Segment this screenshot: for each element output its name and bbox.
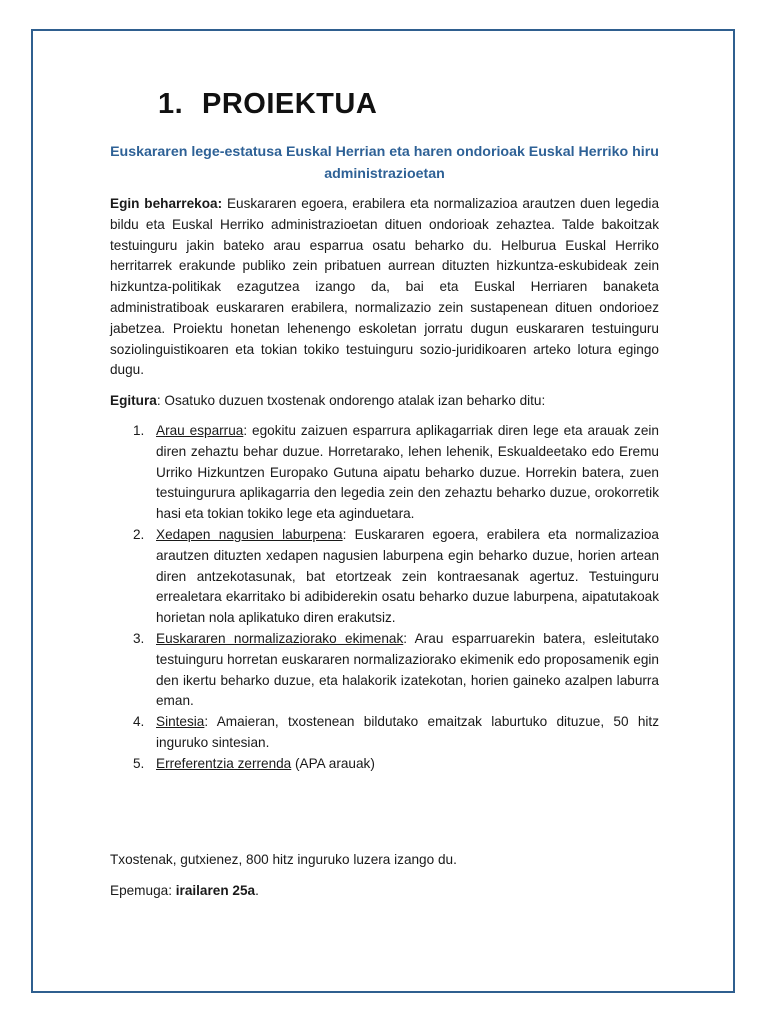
list-item bbox=[110, 525, 659, 629]
structure-label: Egitura bbox=[110, 393, 157, 408]
deadline-value: irailaren 25a bbox=[175, 883, 256, 898]
deadline-paragraph bbox=[110, 881, 659, 902]
structure-text: : Osatuko duzuen txostenak ondorengo atalak izan beharko ditu: bbox=[156, 393, 546, 408]
item-number: 3. bbox=[133, 630, 145, 646]
task-label: Egin beharrekoa: bbox=[110, 196, 223, 211]
title-text: PROIEKTUA bbox=[202, 88, 378, 120]
item-term: Xedapen nagusien laburpena bbox=[156, 526, 343, 542]
item-term: Arau esparrua bbox=[156, 423, 244, 438]
item-term: Euskararen normalizaziorako ekimenak bbox=[156, 630, 404, 646]
task-text: Euskararen egoera, erabilera eta normalizazioa arautzen duen legedia bildu eta Euskal Herriko administrazioetan dituen ondorioak zehaztea. Talde bakoitzak testuinguru jakin bateko arau esparrua osatu beharko du. Helburua Euskal Herriko herritarrek erakunde publiko zein pribatuen aurrean dituzten hizkuntza-eskubideak zein hizkuntza-politikak ezagutzea izango da, bai eta Euskal Herriaren banaketa administratiboak euskararen erabilera, normalizazio zein sustapenean dituen ondorioez jabetzea. Proiektu honetan lehenengo eskoletan jorratu dugun euskararen testuinguru soziolinguistikoaren eta tokian tokiko testuinguru sozio-juridikoaren arteko lotura egingo dugu. bbox=[110, 196, 660, 378]
deadline-label: Epemuga: bbox=[110, 883, 172, 898]
sections-list bbox=[110, 421, 659, 775]
item-text: : Euskararen egoera, erabilera eta normalizazioa arautzen dituzten xedapen nagusien laburpena egin beharko duzue, horien artean diren antzekotasunak, bat etortzeak zein kontraesanak agertuz. Testuinguru errealetara ekarritako bi adibiderekin osatu beharko duzue laburpena, aipatutakoak horietan nola aplikatuko diren erakutsiz. bbox=[156, 526, 659, 626]
list-item bbox=[110, 629, 659, 712]
title-number: 1. bbox=[158, 88, 184, 120]
length-note: Txostenak, gutxienez, 800 hitz inguruko luzera izango du. bbox=[110, 852, 457, 867]
list-item bbox=[110, 712, 659, 754]
deadline-suffix: . bbox=[255, 883, 259, 898]
item-text: : Arau esparruarekin batera, esleitutako testuinguru horretan euskararen normalizaziorako ekimenik edo proposamenik egin den ikertu beharko duzue, eta halakorik izatekotan, horien gaineko azalpen laburra eman. bbox=[156, 630, 660, 709]
subtitle: Euskararen lege-estatusa Euskal Herrian eta haren ondorioak Euskal Herriko hiru administrazioetan bbox=[110, 144, 659, 182]
item-number: 2. bbox=[133, 526, 145, 542]
item-number: 1. bbox=[133, 423, 145, 438]
page-title bbox=[158, 88, 377, 121]
item-term: Erreferentzia zerrenda bbox=[156, 755, 292, 771]
item-number: 4. bbox=[133, 714, 145, 730]
item-number: 5. bbox=[133, 755, 145, 771]
item-term: Sintesia bbox=[156, 714, 205, 730]
task-paragraph bbox=[110, 194, 659, 381]
item-text: : Amaieran, txostenean bildutako emaitzak laburtuko dituzue, 50 hitz inguruko sintesian. bbox=[156, 714, 659, 750]
list-item bbox=[110, 421, 659, 525]
item-text: (APA arauak) bbox=[291, 755, 375, 771]
structure-paragraph bbox=[110, 391, 659, 412]
item-text: : egokitu zaizuen esparrura aplikagarriak diren lege eta arauak zein diren zehaztu behar duzue. Horretarako, lehen lehenik, Eskualdeetako edo Eremu Urriko Hizkuntzen Europako Gutuna aipatu beharko duzue. Horrekin batera, zuen testuingurura aplikagarria den legedia zein den zehaztu beharko duzue, orokorretik hasi eta tokian tokiko lege eta aginduetara. bbox=[156, 423, 659, 522]
list-item bbox=[110, 754, 659, 775]
